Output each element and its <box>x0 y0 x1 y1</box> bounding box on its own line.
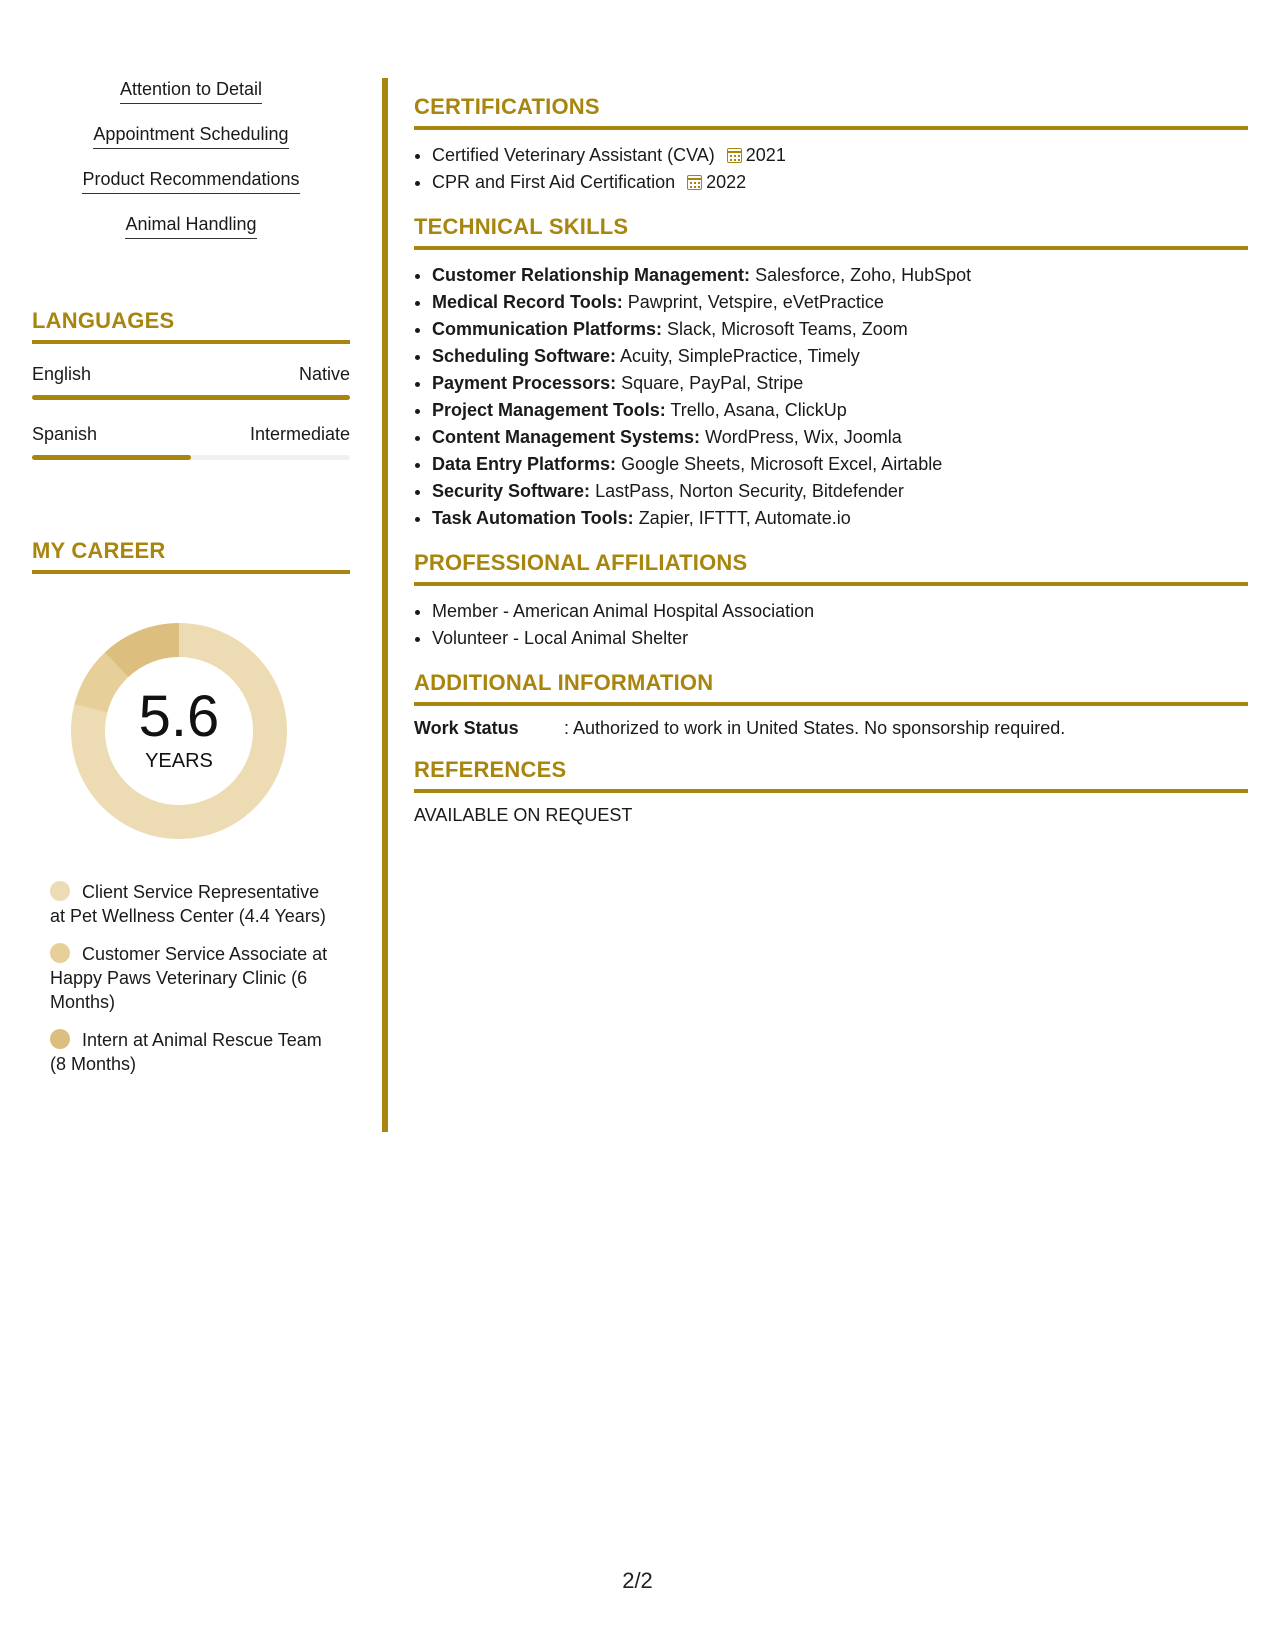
language-bar <box>32 455 350 460</box>
calendar-icon <box>727 148 742 163</box>
certifications-title: CERTIFICATIONS <box>414 94 1248 130</box>
skill-category: Project Management Tools: <box>432 400 666 420</box>
technical-skill-item <box>432 316 1248 343</box>
work-status-value: : Authorized to work in United States. No sponsorship required. <box>564 718 1066 738</box>
legend-label: Intern at Animal Rescue Team (8 Months) <box>50 1030 322 1074</box>
technical-skills-title: TECHNICAL SKILLS <box>414 214 1248 250</box>
technical-skills-section <box>414 214 1248 532</box>
language-bar-fill <box>32 455 191 460</box>
skill-tools: Salesforce, Zoho, HubSpot <box>755 265 972 285</box>
skill-tools: Square, PayPal, Stripe <box>621 373 804 393</box>
references-text: AVAILABLE ON REQUEST <box>414 805 633 825</box>
legend-label: Customer Service Associate at Happy Paws Veterinary Clinic (6 Months) <box>50 944 328 1012</box>
affiliation-item: • Volunteer - Local Animal Shelter <box>432 625 1248 652</box>
language-bar-fill <box>32 395 350 400</box>
skill-category: Medical Record Tools: <box>432 292 623 312</box>
skill-tag: Product Recommendations <box>82 168 299 194</box>
legend-dot <box>50 943 70 963</box>
technical-skill-item <box>432 451 1248 478</box>
technical-skill-item <box>432 370 1248 397</box>
certification-item <box>432 169 1248 196</box>
affiliations-section <box>414 550 1248 652</box>
skill-category: Payment Processors: <box>432 373 617 393</box>
skill-tools: Zapier, IFTTT, Automate.io <box>638 508 851 528</box>
references-title: REFERENCES <box>414 757 1248 793</box>
legend-dot <box>50 1029 70 1049</box>
skill-tools: Acuity, SimplePractice, Timely <box>620 346 860 366</box>
skill-category: Communication Platforms: <box>432 319 663 339</box>
skill-tools: Google Sheets, Microsoft Excel, Airtable <box>621 454 943 474</box>
legend-item <box>50 1028 330 1076</box>
skill-tools: LastPass, Norton Security, Bitdefender <box>595 481 904 501</box>
skill-tools: WordPress, Wix, Joomla <box>705 427 902 447</box>
technical-skill-item <box>432 289 1248 316</box>
certification-year: 2022 <box>706 172 747 192</box>
technical-skill-item <box>432 478 1248 505</box>
language-bar <box>32 395 350 400</box>
certification-item <box>432 142 1248 169</box>
languages-title: LANGUAGES <box>32 308 350 344</box>
legend-item <box>50 880 330 928</box>
page-number: 2/2 <box>622 1568 653 1593</box>
right-column <box>414 94 1248 844</box>
technical-skill-item <box>432 397 1248 424</box>
left-column <box>32 78 350 1090</box>
skill-tag: Appointment Scheduling <box>93 123 288 149</box>
technical-skill-item <box>432 262 1248 289</box>
skill-tools: Slack, Microsoft Teams, Zoom <box>667 319 908 339</box>
affiliations-title: PROFESSIONAL AFFILIATIONS <box>414 550 1248 586</box>
skills-list <box>32 78 350 258</box>
column-divider <box>382 78 388 1132</box>
career-donut-chart <box>64 616 294 846</box>
skill-tools: Pawprint, Vetspire, eVetPractice <box>627 292 884 312</box>
skill-category: Data Entry Platforms: <box>432 454 617 474</box>
calendar-icon <box>687 175 702 190</box>
skill-tag: Attention to Detail <box>120 78 262 104</box>
career-title: MY CAREER <box>32 538 350 574</box>
certifications-section <box>414 94 1248 196</box>
technical-skill-item <box>432 424 1248 451</box>
language-name: Spanish <box>32 424 98 444</box>
work-status-row <box>414 718 1248 739</box>
skill-category: Content Management Systems: <box>432 427 701 447</box>
skill-category: Scheduling Software: <box>432 346 617 366</box>
certification-name: Certified Veterinary Assistant (CVA) <box>432 145 715 165</box>
language-level: Native <box>298 364 350 384</box>
career-legend <box>50 880 330 1076</box>
language-level: Intermediate <box>249 424 350 444</box>
additional-info-title: ADDITIONAL INFORMATION <box>414 670 1248 706</box>
technical-skill-item <box>432 505 1248 532</box>
language-name: English <box>32 364 92 384</box>
certification-year: 2021 <box>745 145 786 165</box>
additional-info-section <box>414 670 1248 739</box>
skill-category: Task Automation Tools: <box>432 508 634 528</box>
skill-category: Security Software: <box>432 481 591 501</box>
career-total: 5.6 <box>138 684 220 749</box>
affiliation-item: • Member - American Animal Hospital Association <box>432 598 1248 625</box>
legend-item <box>50 942 330 1014</box>
technical-skill-item <box>432 343 1248 370</box>
skill-tag: Animal Handling <box>125 213 256 239</box>
skill-category: Customer Relationship Management: <box>432 265 751 285</box>
references-section <box>414 757 1248 826</box>
legend-dot <box>50 881 70 901</box>
certification-name: CPR and First Aid Certification <box>432 172 676 192</box>
language-item <box>32 424 350 460</box>
language-item <box>32 364 350 400</box>
legend-label: Client Service Representative at Pet Wellness Center (4.4 Years) <box>50 882 326 926</box>
career-unit: YEARS <box>145 750 213 772</box>
work-status-label: Work Status <box>414 718 519 738</box>
skill-tools: Trello, Asana, ClickUp <box>670 400 847 420</box>
